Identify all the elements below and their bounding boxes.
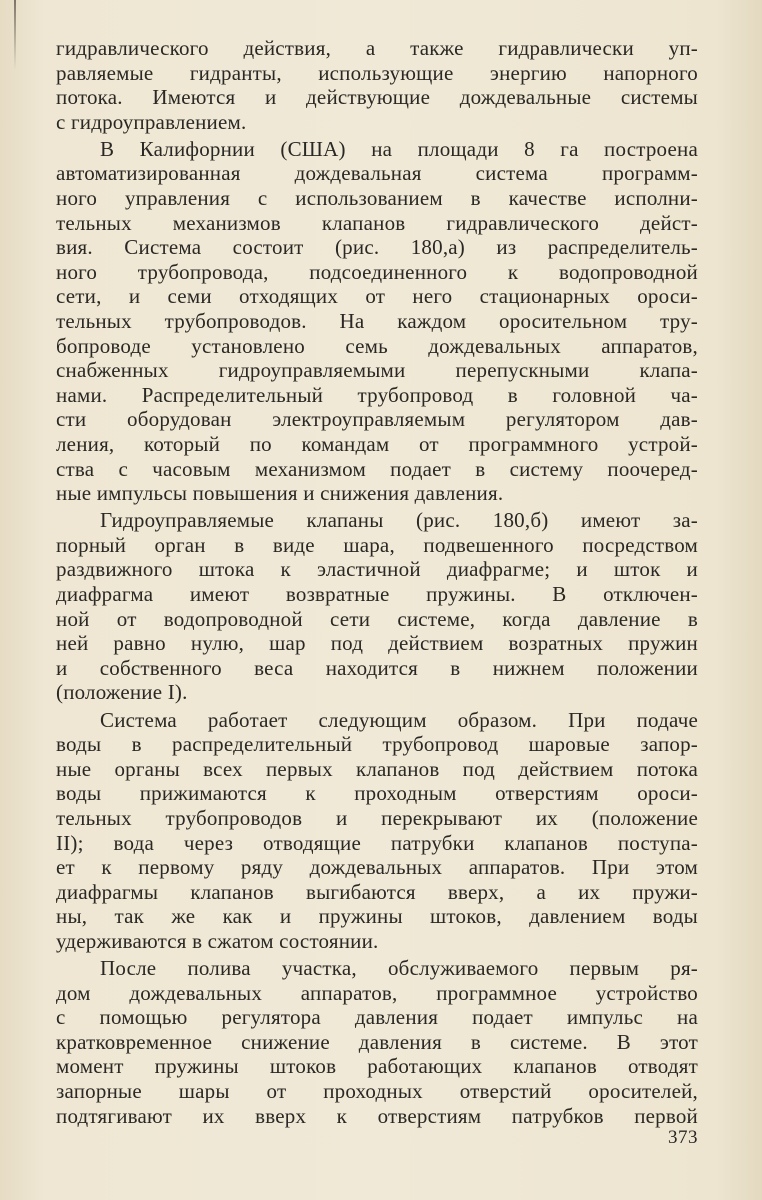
text-line: Гидроуправляемые клапаны (рис. 180,б) имеют за-	[100, 508, 698, 533]
text-line: с помощью регулятора давления подает импульс на	[56, 1005, 698, 1030]
text-line: с гидроуправлением.	[56, 109, 247, 134]
text-line: ные органы всех первых клапанов под действием потока	[56, 756, 698, 781]
text-line: тельных трубопроводов. На каждом оросительном тру-	[56, 309, 698, 334]
paragraph	[56, 956, 698, 1128]
text-line: запорные шары от проходных отверстий оросителей,	[56, 1078, 698, 1103]
text-line: нами. Распределительный трубопровод в головной ча-	[56, 382, 698, 407]
text-line: В Калифорнии (США) на площади 8 га построена	[100, 136, 698, 161]
text-line: ной от водопроводной сети системе, когда давление в	[56, 606, 698, 631]
text-line: воды прижимаются к проходным отверстиям ороси-	[56, 781, 698, 806]
text-line: снабженных гидроуправляемыми перепускными клапа-	[56, 358, 698, 383]
text-line: бопроводе установлено семь дождевальных аппаратов,	[56, 333, 698, 358]
text-line: сети, и семи отходящих от него стационарных ороси-	[56, 284, 698, 309]
text-line: (положение I).	[56, 680, 188, 705]
paragraph	[56, 508, 698, 705]
text-line: дом дождевальных аппаратов, программное устройство	[56, 980, 698, 1005]
text-line: порный орган в виде шара, подвешенного посредством	[56, 532, 698, 557]
text-line: ного трубопровода, подсоединенного к водопроводной	[56, 259, 698, 284]
text-line: воды в распределительный трубопровод шаровые запор-	[56, 732, 698, 757]
text-line: ства с часовым механизмом подает в систему поочеред-	[56, 456, 698, 481]
page-edge-mark	[14, 0, 16, 70]
paragraph	[56, 708, 698, 954]
body-text	[56, 36, 698, 1128]
text-line: удерживаются в сжатом состоянии.	[56, 928, 379, 953]
text-line: и собственного веса находится в нижнем положении	[56, 655, 698, 680]
text-line: ления, который по командам от программного устрой-	[56, 432, 698, 456]
text-line: диафрагма имеют возвратные пружины. В отключен-	[56, 582, 698, 607]
text-line: ные импульсы повышения и снижения давления.	[56, 481, 504, 506]
text-line: ет к первому ряду дождевальных аппаратов. При этом	[56, 855, 698, 880]
text-line: диафрагмы клапанов выгибаются вверх, а их пружи-	[56, 879, 698, 904]
text-line: тельных механизмов клапанов гидравлического дейст-	[56, 210, 698, 235]
text-line: ней равно нулю, шар под действием возратных пружин	[56, 631, 698, 656]
text-line: ны, так же как и пружины штоков, давлением воды	[56, 904, 698, 929]
page-number: 373	[668, 1127, 698, 1148]
text-line: раздвижного штока к эластичной диафрагме; и шток и	[56, 557, 698, 582]
paragraph	[56, 137, 698, 506]
text-line: гидравлического действия, а также гидравлически уп-	[56, 36, 698, 60]
text-line: кратковременное снижение давления в системе. В этот	[56, 1029, 698, 1054]
text-line: вия. Система состоит (рис. 180,а) из распределитель-	[56, 235, 698, 260]
text-line: сти оборудован электроуправляемым регулятором дав-	[56, 407, 698, 432]
text-line: Система работает следующим образом. При подаче	[100, 707, 698, 732]
text-line: равляемые гидранты, использующие энергию напорного	[56, 60, 698, 85]
paragraph	[56, 36, 698, 134]
text-line: момент пружины штоков работающих клапанов отводят	[56, 1054, 698, 1079]
text-line: ного управления с использованием в качестве исполни-	[56, 186, 698, 211]
text-line: После полива участка, обслуживаемого первым ря-	[100, 955, 698, 980]
text-line: II); вода через отводящие патрубки клапанов поступа-	[56, 830, 698, 855]
text-line: потока. Имеются и действующие дождевальные системы	[56, 85, 698, 110]
text-line: подтягивают их вверх к отверстиям патрубков первой	[56, 1103, 698, 1128]
text-line: автоматизированная дождевальная система программ-	[56, 161, 698, 186]
text-line: тельных трубопроводов и перекрывают их (положение	[56, 805, 698, 830]
